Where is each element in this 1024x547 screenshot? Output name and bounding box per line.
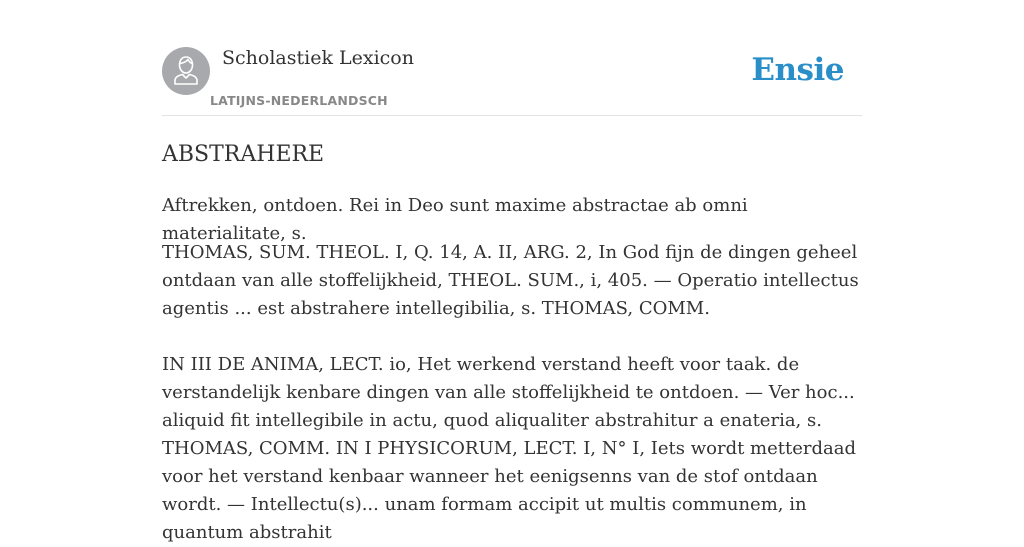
- entry-paragraph: THOMAS, SUM. THEOL. I, Q. 14, A. II, ARG. 2, In God fijn de dingen geheel ontdaan van alle stoffelijkheid, THEOL. SUM., i, 405. — Operatio intellectus agentis ... est abstrahere intellegibilia, s. THOMAS, COMM.: [162, 242, 859, 319]
- header-divider: [162, 115, 862, 116]
- source-title[interactable]: Scholastiek Lexicon: [222, 47, 414, 69]
- entry-paragraph: Aftrekken, ontdoen. Rei in Deo sunt maxime abstractae ab omni materialitate, s.: [162, 195, 748, 244]
- ensie-logo[interactable]: Ensie: [751, 52, 844, 88]
- user-avatar-icon[interactable]: [162, 47, 210, 95]
- entry-title: ABSTRAHERE: [162, 142, 325, 167]
- source-subtitle: LATIJNS-NEDERLANDSCH: [210, 93, 388, 108]
- source-header: [162, 46, 862, 116]
- entry-paragraph: IN III DE ANIMA, LECT. io, Het werkend verstand heeft voor taak. de verstandelijk kenbare dingen van alle stoffelijkheid te ontdoen. — Ver hoc... aliquid fit intellegibile in actu, quod aliqualiter abstrahitur a enateria, s. THOMAS, COMM. IN I PHYSICORUM, LECT. I, N° I, Iets wordt metterdaad voor het verstand kenbaar wanneer het eenigsenns van de stof ontdaan wordt. — Intellectu(s)... unam formam accipit ut multis communem, in quantum abstrahit: [162, 354, 857, 543]
